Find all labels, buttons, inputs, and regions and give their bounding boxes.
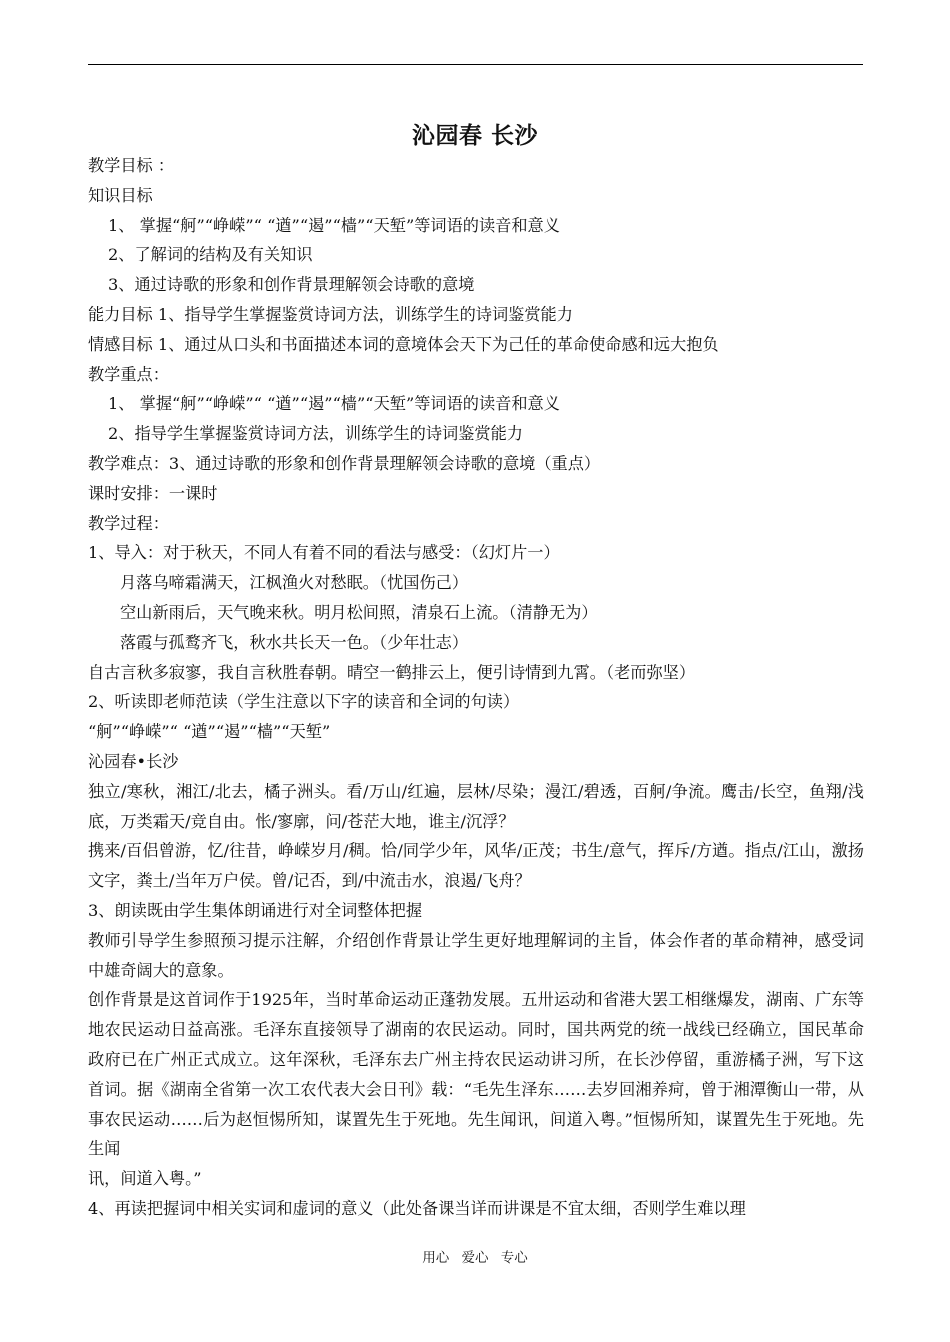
document-body bbox=[88, 151, 864, 1224]
teaching-process-heading: 教学过程： bbox=[88, 513, 169, 533]
vocab-list: “舸”“峥嵘”“ “遒”“遏”“樯”“天堑” bbox=[88, 722, 331, 742]
step-1-intro: 1、导入：对于秋天，不同人有着不同的看法与感受：（幻灯片一） bbox=[88, 543, 560, 563]
page-footer: 用心 爱心 专心 bbox=[422, 1250, 528, 1266]
document-title: 沁园春 长沙 bbox=[411, 122, 538, 149]
poem-line-2: 空山新雨后，天气晚来秋。明月松间照，清泉石上流。（清静无为） bbox=[120, 602, 598, 622]
key-point-1: 1、 掌握“舸”“峥嵘”“ “遒”“遏”“樯”“天堑”等词语的读音和意义 bbox=[108, 394, 560, 414]
poem-line-3: 落霞与孤鹜齐飞，秋水共长天一色。（少年壮志） bbox=[120, 632, 469, 652]
background-tail: 讯，间道入粤。” bbox=[88, 1169, 202, 1189]
knowledge-goal-1: 1、 掌握“舸”“峥嵘”“ “遒”“遏”“樯”“天堑”等词语的读音和意义 bbox=[108, 215, 560, 235]
knowledge-goal-2: 2、了解词的结构及有关知识 bbox=[108, 245, 313, 265]
step-3-read: 3、朗读既由学生集体朗诵进行对全词整体把握 bbox=[88, 900, 423, 920]
teaching-goals-heading: 教学目标 ： bbox=[88, 156, 175, 175]
header-rule bbox=[88, 64, 863, 65]
class-hours: 课时安排：一课时 bbox=[88, 483, 218, 503]
knowledge-goals-heading: 知识目标 bbox=[88, 185, 153, 205]
step-2-listen: 2、听读即老师范读（学生注意以下字的读音和全词的句读） bbox=[88, 692, 520, 712]
teacher-guidance: 教师引导学生参照预习提示注解，介绍创作背景让学生更好地理解词的主旨，体会作者的革命精神，感受词中雄奇阔大的意象。 bbox=[88, 930, 864, 980]
ability-goal: 能力目标 1、指导学生掌握鉴赏诗词方法，训练学生的诗词鉴赏能力 bbox=[88, 304, 573, 324]
emotion-goal: 情感目标 1、通过从口头和书面描述本词的意境体会天下为己任的革命使命感和远大抱负 bbox=[88, 334, 719, 354]
key-point-2: 2、指导学生掌握鉴赏诗词方法，训练学生的诗词鉴赏能力 bbox=[108, 424, 523, 444]
step-4-reread: 4、再读把握词中相关实词和虚词的意义（此处备课当详而讲课是不宜太细，否则学生难以理 bbox=[88, 1198, 746, 1218]
difficult-point: 教学难点：3、通过诗歌的形象和创作背景理解领会诗歌的意境（重点） bbox=[88, 453, 601, 473]
poem-title: 沁园春•长沙 bbox=[88, 751, 179, 771]
poem-stanza-1: 独立/寒秋，湘江/北去，橘子洲头。看/万山/红遍，层林/尽染；漫江/碧透，百舸/争流。鹰击/长空，鱼翔/浅底，万类霜天/竞自由。怅/寥廓，问/苍茫大地，谁主/沉浮？ bbox=[88, 781, 864, 831]
knowledge-goal-3: 3、通过诗歌的形象和创作背景理解领会诗歌的意境 bbox=[108, 275, 475, 295]
key-points-heading: 教学重点： bbox=[88, 364, 169, 384]
poem-line-1: 月落乌啼霜满天，江枫渔火对愁眠。（忧国伤己） bbox=[120, 573, 469, 593]
background-paragraph: 创作背景是这首词作于1925年，当时革命运动正蓬勃发展。五卅运动和省港大罢工相继爆发，湖南、广东等地农民运动日益高涨。毛泽东直接领导了湖南的农民运动。同时，国共两党的统一战线已经确立，国民革命政府已在广州正式成立。这年深秋，毛泽东去广州主持农民运动讲习所，在长沙停留，重游橘子洲，写下这首词。据《湖南全省第一次工农代表大会日刊》载：“毛先生泽东……去岁回湘养疴，曾于湘潭衡山一带，从事农民运动……后为赵恒惕所知，谋置先生于死地。先生闻讯，间道入粤。”恒惕所知，谋置先生于死地。先生闻 bbox=[88, 990, 864, 1159]
poem-line-4: 自古言秋多寂寥，我自言秋胜春朝。晴空一鹤排云上，便引诗情到九霄。（老而弥坚） bbox=[88, 662, 696, 682]
poem-stanza-2: 携来/百侣曾游，忆/往昔，峥嵘岁月/稠。恰/同学少年，风华/正茂；书生/意气，挥斥/方遒。指点/江山，激扬文字，粪土/当年万户侯。曾/记否，到/中流击水，浪遏/飞舟？ bbox=[88, 841, 864, 891]
